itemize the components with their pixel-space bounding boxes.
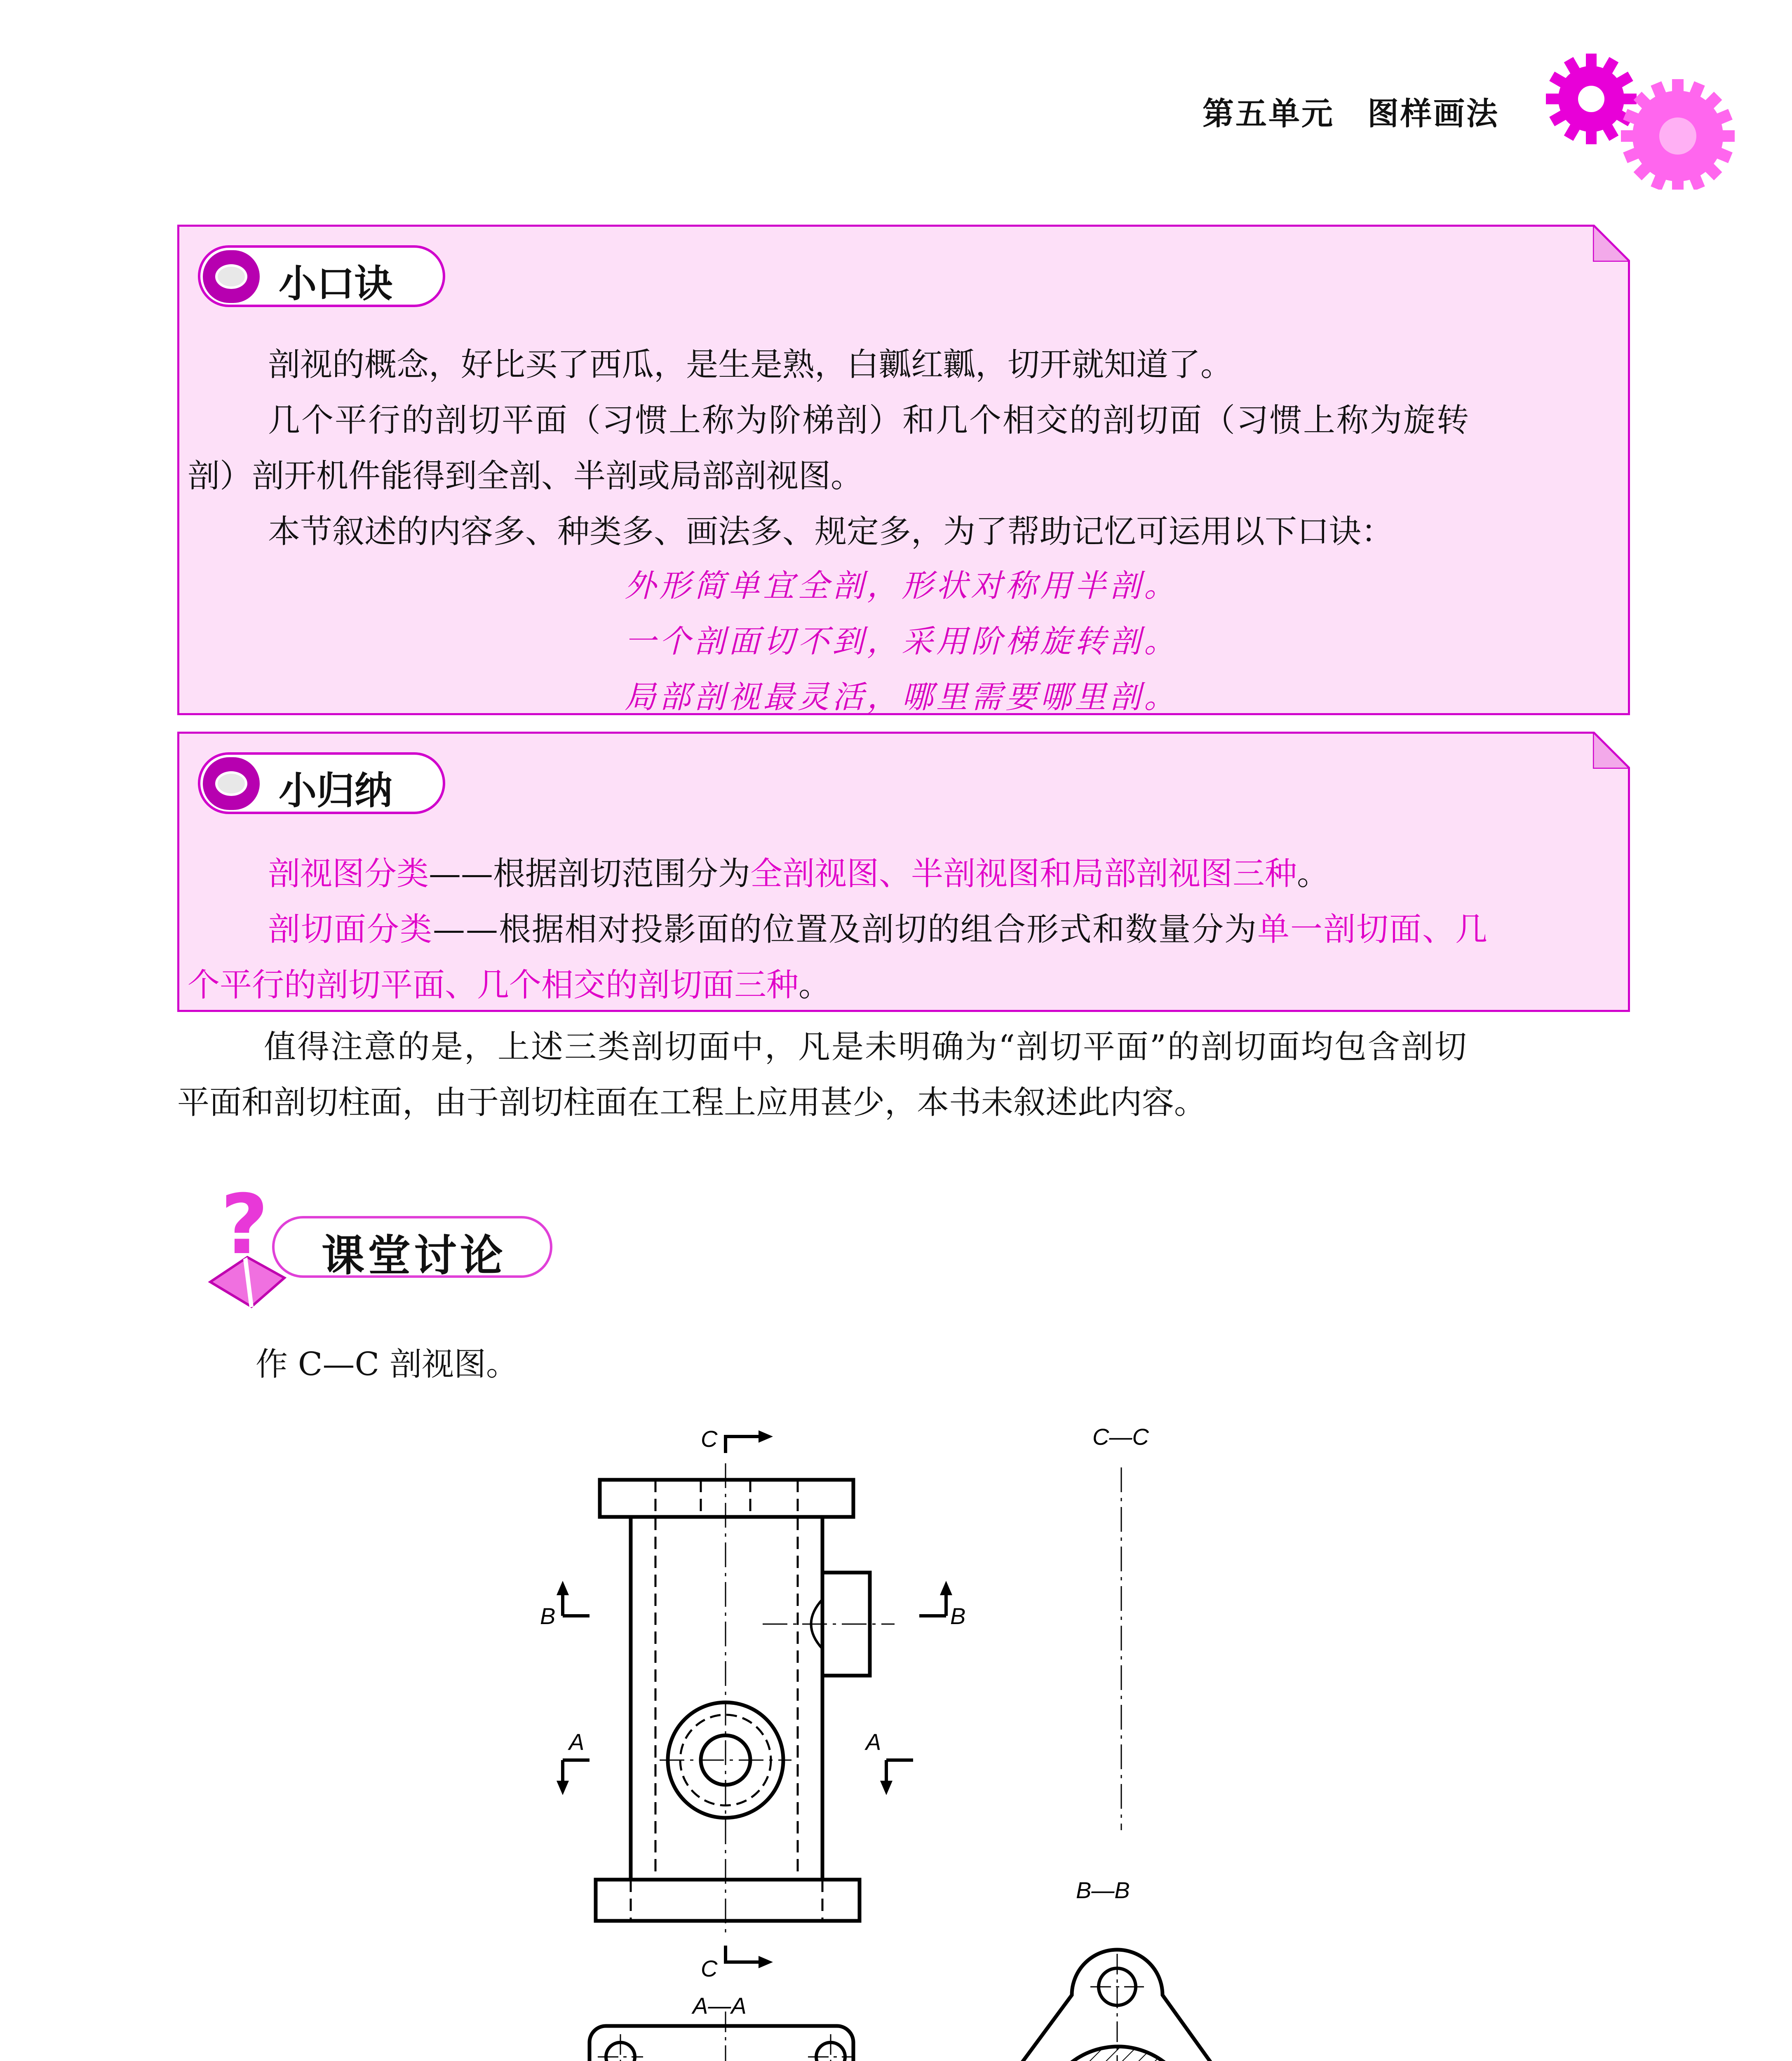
summary-term-2: 剖切面分类 <box>268 911 433 948</box>
summary-badge-label: 小归纳 <box>279 769 393 813</box>
label-aa: A—A <box>693 1993 747 2019</box>
rhyme-line-1: 外形简单宜全剖，形状对称用半剖。 <box>625 567 1179 604</box>
note-line-1: 值得注意的是，上述三类剖切面中，凡是未明确为“剖切平面”的剖切面均包含剖切 <box>264 1028 1468 1066</box>
summary-end-3: 。 <box>799 967 831 1004</box>
chapter-header: 第五单元 图样画法 <box>1202 95 1499 132</box>
mnemonic-paragraph-3: 本节叙述的内容多、种类多、画法多、规定多，为了帮助记忆可运用以下口诀： <box>268 513 1394 550</box>
note-line-2: 平面和剖切柱面，由于剖切柱面在工程上应用甚少，本书未叙述此内容。 <box>177 1084 1207 1121</box>
summary-highlight-1: 全剖视图、半剖视图和局部剖视图三种 <box>750 855 1297 892</box>
hidden-lines <box>631 1480 822 1921</box>
front-view <box>596 1480 870 1921</box>
center-lines <box>660 1463 1121 1933</box>
label-a-right: A <box>866 1729 881 1755</box>
section-a-a-view <box>573 2012 870 2061</box>
label-c-top: C <box>701 1426 718 1452</box>
section-b-b-view <box>961 1950 1270 2061</box>
discussion-label: 课堂讨论 <box>322 1230 507 1281</box>
label-bb: B—B <box>1076 1877 1130 1903</box>
discussion-task: 作 C—C 剖视图。 <box>256 1346 518 1383</box>
label-cc: C—C <box>1092 1424 1149 1450</box>
rhyme-line-2: 一个剖面切不到，采用阶梯旋转剖。 <box>625 623 1179 660</box>
svg-text:?: ? <box>221 1177 269 1273</box>
mnemonic-badge-label: 小口诀 <box>279 262 393 306</box>
summary-highlight-2: 单一剖切面、几 <box>1257 911 1489 948</box>
rhyme-line-3: 局部剖视最灵活，哪里需要哪里剖。 <box>625 678 1179 715</box>
label-c-bottom: C <box>701 1955 718 1981</box>
arrowheads <box>557 1430 952 1968</box>
mnemonic-paragraph-2b: 剖）剖开机件能得到全剖、半剖或局部剖视图。 <box>188 458 863 495</box>
label-b-right: B <box>950 1603 966 1629</box>
summary-text-2: ——根据相对投影面的位置及剖切的组合形式和数量分为 <box>433 911 1258 948</box>
summary-term-1: 剖视图分类 <box>268 855 429 892</box>
summary-highlight-3: 个平行的剖切平面、几个相交的剖切面三种 <box>188 967 799 1004</box>
label-a-left: A <box>569 1729 585 1755</box>
mnemonic-paragraph-1: 剖视的概念，好比买了西瓜，是生是熟，白瓤红瓤，切开就知道了。 <box>268 346 1233 383</box>
summary-end-1: 。 <box>1297 855 1329 892</box>
summary-text-1: ——根据剖切范围分为 <box>429 855 751 892</box>
label-b-left: B <box>540 1603 556 1629</box>
mnemonic-paragraph-2a: 几个平行的剖切平面（习惯上称为阶梯剖）和几个相交的剖切面（习惯上称为旋转 <box>268 402 1470 439</box>
